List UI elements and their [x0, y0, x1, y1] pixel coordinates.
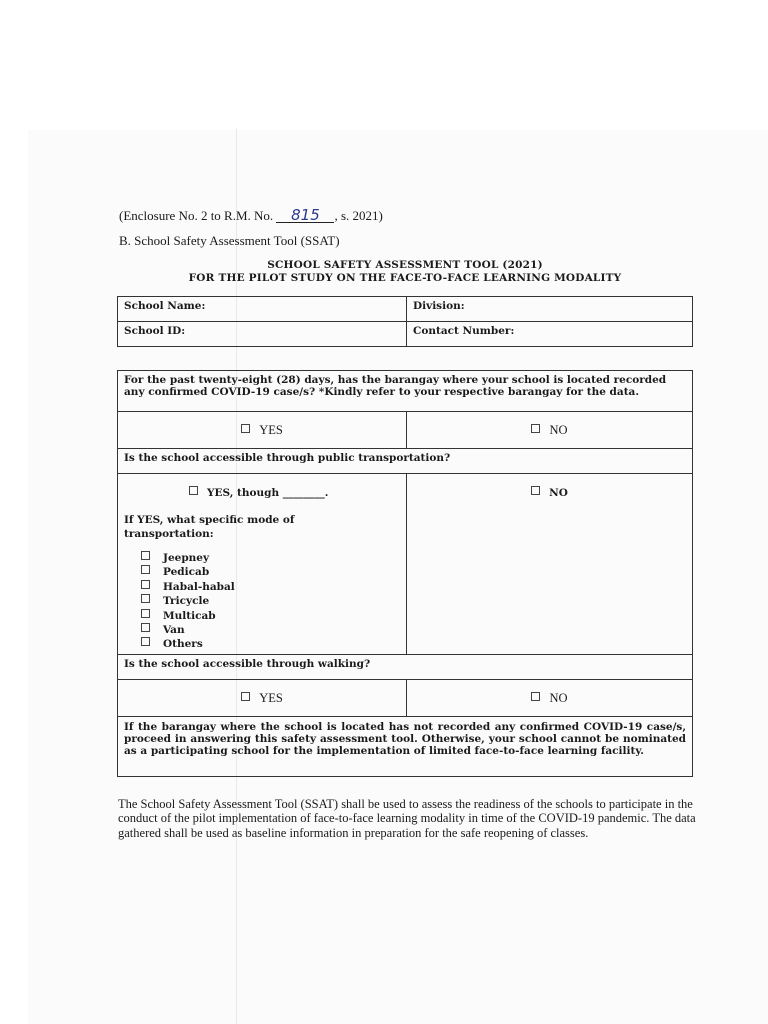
mode-option-others[interactable] — [141, 637, 400, 651]
checkbox-icon[interactable] — [141, 637, 150, 646]
mode-label: Habal-habal — [163, 580, 235, 593]
contact-number-label: Contact Number: — [413, 325, 515, 337]
q2-yes-label: YES, though ________. — [207, 487, 329, 499]
document-title: SCHOOL SAFETY ASSESSMENT TOOL (2021) — [267, 259, 543, 271]
q3-no-option[interactable] — [407, 680, 693, 717]
checkbox-icon[interactable] — [531, 692, 540, 701]
mode-label: Van — [163, 624, 185, 637]
footer-paragraph: The School Safety Assessment Tool (SSAT) shall be used to assess the readiness of the schools to participate in the conduct of the pilot implementation of face-to-face learning modality in time of the COVID-19 pandemic. The data gathered shall be used as baseline information in preparation for the safe reopening of classes. — [118, 797, 696, 840]
question-public-transport: Is the school accessible through public transportation? — [118, 449, 693, 474]
checkbox-icon[interactable] — [141, 551, 150, 560]
checkbox-icon[interactable] — [141, 580, 150, 589]
q1-no-option[interactable] — [407, 412, 693, 449]
enclosure-reference — [119, 208, 383, 224]
school-name-field[interactable] — [118, 297, 407, 322]
checkbox-icon[interactable] — [531, 424, 540, 433]
mode-label: Others — [163, 638, 203, 651]
q2-no-option[interactable] — [407, 474, 693, 655]
handwritten-memo-number: 815 — [276, 208, 334, 223]
q3-no-label: NO — [549, 690, 568, 705]
mode-option-multicab[interactable] — [141, 609, 400, 623]
q1-yes-option[interactable] — [118, 412, 407, 449]
school-info-table — [117, 296, 693, 347]
document-subtitle: FOR THE PILOT STUDY ON THE FACE-TO-FACE LEARNING MODALITY — [188, 272, 622, 284]
q2-yes-option[interactable] — [124, 486, 400, 499]
mode-option-pedicab[interactable] — [141, 565, 400, 579]
checkbox-icon[interactable] — [141, 565, 150, 574]
transport-mode-list — [141, 551, 400, 652]
checkbox-icon[interactable] — [531, 486, 540, 495]
mode-label: Multicab — [163, 609, 216, 622]
division-field[interactable] — [407, 297, 693, 322]
school-id-label: School ID: — [124, 325, 186, 337]
checkbox-icon[interactable] — [141, 623, 150, 632]
q1-yes-label: YES — [259, 422, 283, 437]
school-id-field[interactable] — [118, 322, 407, 347]
enclosure-prefix: (Enclosure No. 2 to R.M. No. — [119, 208, 274, 223]
checkbox-icon[interactable] — [141, 609, 150, 618]
q2-yes-cell — [118, 474, 407, 655]
school-name-label: School Name: — [124, 300, 206, 312]
mode-label: Jeepney — [163, 552, 210, 564]
mode-label: Tricycle — [163, 595, 210, 608]
checkbox-icon[interactable] — [241, 424, 250, 433]
q2-no-label: NO — [549, 487, 568, 499]
q3-yes-label: YES — [259, 690, 283, 705]
q3-yes-option[interactable] — [118, 680, 407, 717]
division-label: Division: — [413, 300, 465, 312]
checkbox-icon[interactable] — [189, 486, 198, 495]
question-walking-access: Is the school accessible through walking? — [118, 655, 693, 680]
assessment-questions-table — [117, 370, 693, 777]
mode-option-jeepney[interactable] — [141, 551, 400, 565]
mode-option-habal-habal[interactable] — [141, 580, 400, 594]
eligibility-note: If the barangay where the school is located has not recorded any confirmed COVID-19 case/s, proceed in answering this safety assessment tool. Otherwise, your school cannot be nominated as a participating school for the implementation of limited face-to-face learning facility. — [118, 717, 693, 777]
mode-option-tricycle[interactable] — [141, 594, 400, 608]
question-covid-cases: For the past twenty-eight (28) days, has the barangay where your school is located recorded any confirmed COVID-19 case/s? *Kindly refer to your respective barangay for the data. — [118, 371, 693, 412]
mode-option-van[interactable] — [141, 623, 400, 637]
checkbox-icon[interactable] — [141, 594, 150, 603]
q1-no-label: NO — [549, 422, 568, 437]
transport-mode-prompt: If YES, what specific mode of transportation: — [124, 514, 295, 540]
contact-number-field[interactable] — [407, 322, 693, 347]
mode-label: Pedicab — [163, 566, 210, 579]
checkbox-icon[interactable] — [241, 692, 250, 701]
enclosure-suffix: , s. 2021) — [334, 208, 383, 223]
section-label: B. School Safety Assessment Tool (SSAT) — [119, 233, 340, 248]
